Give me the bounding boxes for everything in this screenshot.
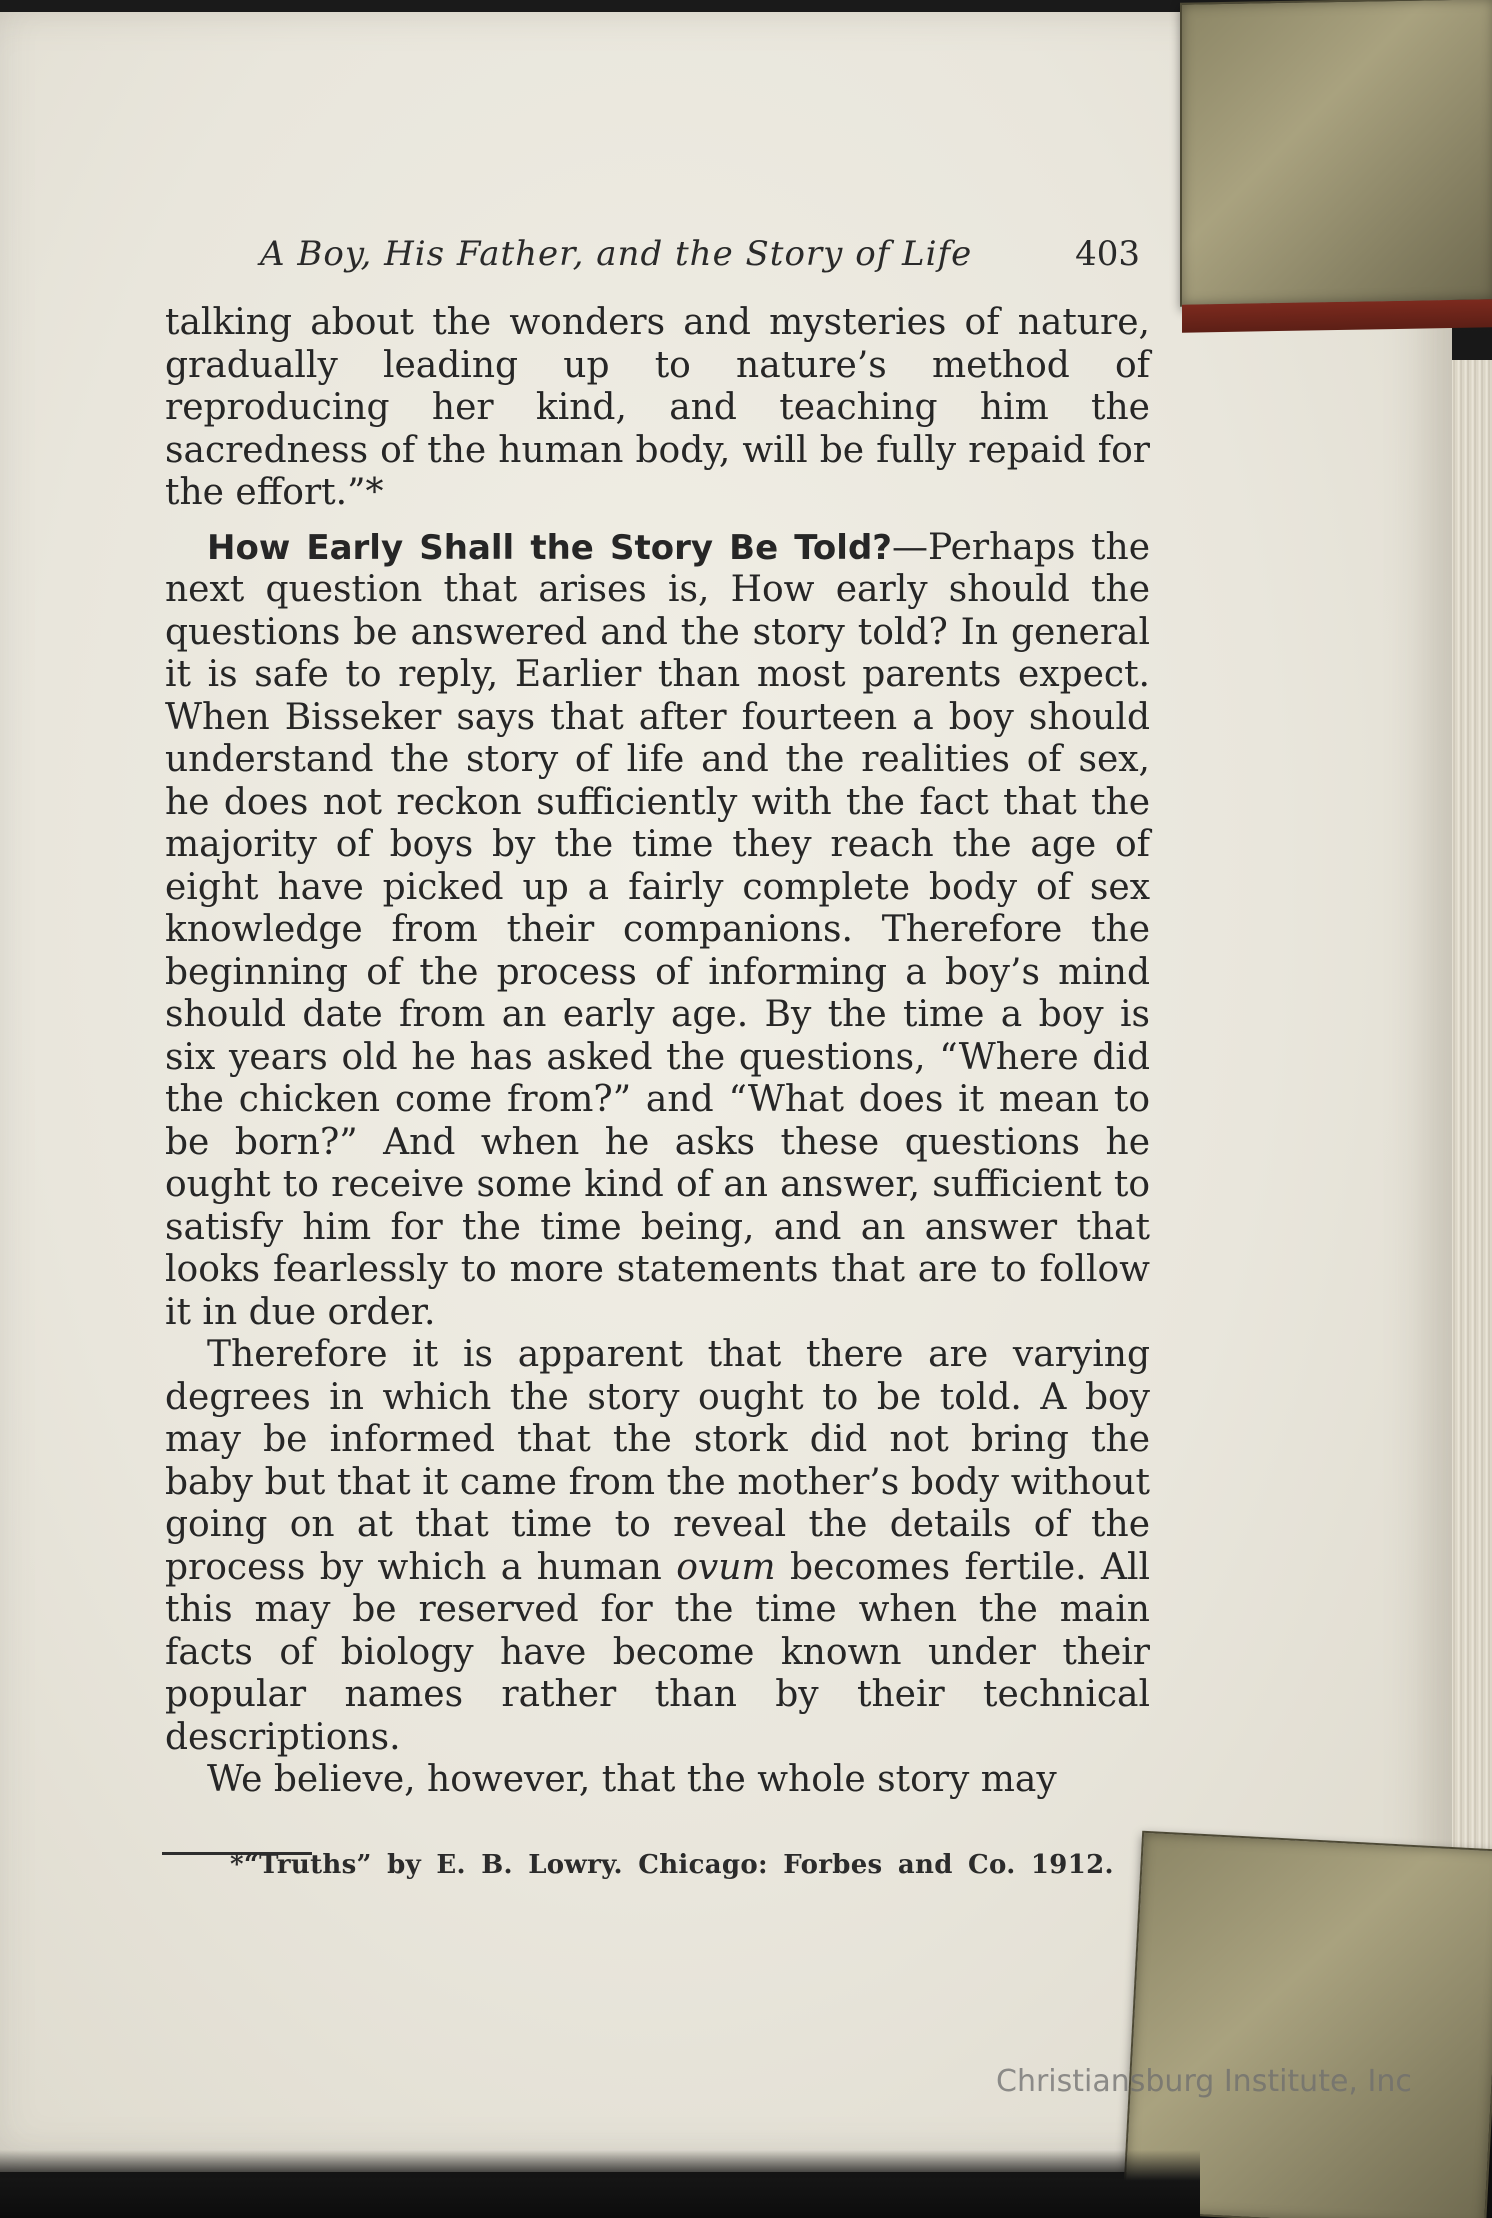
page-number: 403 — [1075, 234, 1140, 274]
paragraph-4: We believe, however, that the whole story may — [207, 1759, 1057, 1800]
paragraph-3-text-b: becomes fertile. All this may be reserved for the time when the main facts of biology have become known under their popular names rather than by their technical descriptions. — [165, 1546, 1150, 1758]
watermark: Christiansburg Institute, Inc — [996, 2064, 1412, 2099]
book-corner-top — [1180, 0, 1492, 307]
paragraph-3-text-a: Therefore it is apparent that there are varying degrees in which the story ought to be told. A boy may be informed that the stork did not bring the baby but that it came from the mother’s body without going on at that time to reveal the details of the process by which a human — [165, 1334, 1150, 1588]
section-heading: How Early Shall the Story Be Told? — [207, 527, 893, 568]
body-text — [165, 302, 1150, 1802]
italic-term: ovum — [676, 1546, 776, 1588]
paragraph-3 — [165, 1334, 1150, 1759]
running-title: A Boy, His Father, and the Story of Life — [260, 234, 973, 274]
footnote: *“Truths” by E. B. Lowry. Chicago: Forbes and Co. 1912. — [230, 1850, 1114, 1880]
paragraph-2 — [165, 527, 1150, 1335]
paragraph-1: talking about the wonders and mysteries of nature, gradually leading up to nature’s method of reproducing her kind, and teaching him the sacredness of the human body, will be fully repaid for the effort.”* — [165, 302, 1150, 513]
running-head — [260, 234, 1140, 274]
bottom-shadow — [0, 2150, 1200, 2218]
paragraph-2-text: —Perhaps the next question that arises is, How early should the questions be answered and the story told? In general it is safe to reply, Earlier than most parents expect. When Bisseker says that after fourteen a boy should understand the story of life and the realities of sex, he does not reckon sufficiently with the fact that the majority of boys by the time they reach the age of eight have picked up a fairly complete body of sex knowledge from their companions. Therefore the beginning of the process of informing a boy’s mind should date from an early age. By the time a boy is six years old he has asked the questions, “Where did the chicken come from?” and “What does it mean to be born?” And when he asks these questions he ought to receive some kind of an answer, sufficient to satisfy him for the time being, and an answer that looks fearlessly to more statements that are to follow it in due order. — [165, 526, 1151, 1333]
